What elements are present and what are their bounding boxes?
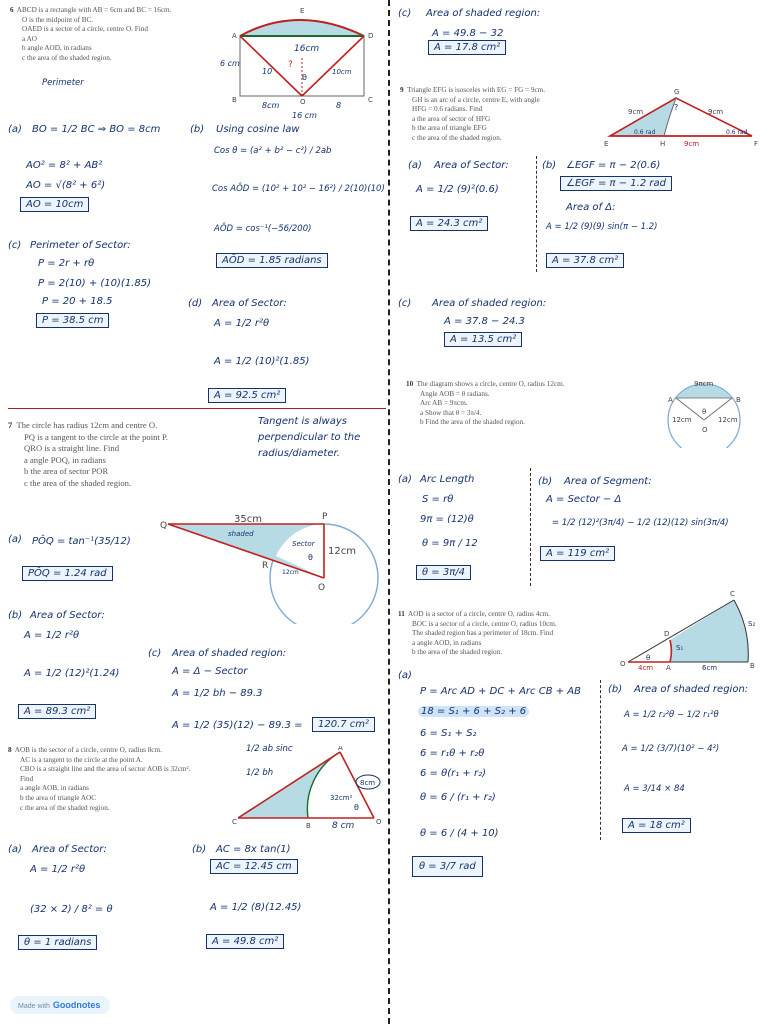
q10-diagram bbox=[660, 378, 764, 448]
q6a-l2: AO² = 8² + AB² bbox=[26, 160, 103, 171]
q9a-l1: A = 1/2 (9)²(0.6) bbox=[416, 184, 499, 195]
q7c-l1: A = Δ − Sector bbox=[172, 666, 248, 677]
svg-text:9cm: 9cm bbox=[628, 108, 644, 116]
svg-text:E: E bbox=[604, 140, 609, 148]
svg-text:O: O bbox=[376, 818, 382, 826]
q8b-l1: AC = 8x tan(1) bbox=[216, 844, 291, 855]
q6c-l2: P = 2(10) + (10)(1.85) bbox=[38, 278, 151, 289]
page-divider-vertical bbox=[388, 0, 390, 1024]
q11b-l3: A = 3/14 × 84 bbox=[624, 784, 685, 794]
q7a-label: (a) bbox=[8, 534, 22, 545]
svg-text:9πcm: 9πcm bbox=[694, 380, 714, 388]
q6d-l1: A = 1/2 r²θ bbox=[214, 318, 270, 329]
svg-text:10cm: 10cm bbox=[332, 68, 352, 76]
svg-text:8cm: 8cm bbox=[262, 101, 280, 110]
svg-text:A: A bbox=[232, 32, 237, 40]
q9a-label: (a) bbox=[408, 160, 422, 171]
svg-text:B: B bbox=[750, 662, 755, 670]
q7c-label: (c) bbox=[148, 648, 162, 659]
q9c-label: (c) bbox=[398, 298, 412, 309]
q6b-l3: AÔD = cos⁻¹(−56/200) bbox=[214, 224, 312, 234]
svg-text:θ: θ bbox=[308, 553, 313, 562]
q6a-answer: AO = 10cm bbox=[20, 197, 89, 212]
q6d-l2: A = 1/2 (10)²(1.85) bbox=[214, 356, 310, 367]
svg-text:θ: θ bbox=[702, 408, 707, 416]
q9b-answer: A = 37.8 cm² bbox=[546, 253, 624, 268]
svg-text:16cm: 16cm bbox=[294, 44, 320, 54]
q6a-label: (a) bbox=[8, 124, 22, 135]
q6c2-title: Area of shaded region: bbox=[426, 8, 541, 19]
svg-text:C: C bbox=[730, 590, 735, 598]
q8b-l2: A = 1/2 (8)(12.45) bbox=[210, 902, 302, 913]
q8a-title: Area of Sector: bbox=[32, 844, 107, 855]
q7-text: 7 The circle has radius 12cm and centre O. PQ is a tangent to the circle at the point P. QRO is a straight line. Find a angle POQ, in radians b the area of sector POR c the area of the shaded region. bbox=[8, 420, 168, 488]
q10b-answer: A = 119 cm² bbox=[540, 546, 615, 561]
q8a-label: (a) bbox=[8, 844, 22, 855]
q8b-answer1: AC = 12.45 cm bbox=[210, 859, 298, 874]
q7b-answer: A = 89.3 cm² bbox=[18, 704, 96, 719]
svg-text:12cm: 12cm bbox=[718, 416, 738, 424]
svg-text:S₁: S₁ bbox=[676, 644, 684, 652]
q10a-label: (a) bbox=[398, 474, 412, 485]
q10a-l3: θ = 9π / 12 bbox=[422, 538, 478, 549]
svg-text:12cm: 12cm bbox=[328, 546, 356, 557]
svg-text:6cm: 6cm bbox=[702, 664, 718, 672]
q11a-answer: θ = 3/7 rad bbox=[412, 856, 483, 877]
svg-text:0.6 rad: 0.6 rad bbox=[634, 129, 656, 136]
svg-text:C: C bbox=[232, 818, 237, 826]
svg-text:A: A bbox=[668, 396, 673, 404]
svg-text:B: B bbox=[232, 96, 237, 104]
svg-text:4cm: 4cm bbox=[638, 664, 654, 672]
q9-diagram bbox=[598, 84, 764, 150]
q11-diagram bbox=[616, 588, 766, 674]
q10-text: 10 The diagram shows a circle, centre O, radius 12cm. Angle AOB = θ radians. Arc AB = 9πcm. a Show that θ = 3π/4. b Find the area of the shaded region. bbox=[406, 380, 565, 427]
q6d-title: Area of Sector: bbox=[212, 298, 287, 309]
svg-text:32cm²: 32cm² bbox=[330, 794, 353, 802]
q7-note: Tangent is always perpendicular to the radius/diameter. bbox=[258, 416, 361, 459]
svg-text:shaded: shaded bbox=[228, 530, 254, 538]
q7b-l1: A = 1/2 r²θ bbox=[24, 630, 80, 641]
q8b-label: (b) bbox=[192, 844, 207, 855]
q6b-l1: Cos θ = (a² + b² − c²) / 2ab bbox=[214, 146, 332, 156]
q6c-label: (c) bbox=[8, 240, 22, 251]
svg-text:θ: θ bbox=[302, 73, 307, 82]
svg-text:A: A bbox=[666, 664, 671, 672]
svg-text:16 cm: 16 cm bbox=[292, 111, 317, 120]
q10b-l2: = 1/2 (12)²(3π/4) − 1/2 (12)(12) sin(3π/4) bbox=[552, 518, 729, 528]
q10a-title: Arc Length bbox=[420, 474, 475, 485]
q11b-title: Area of shaded region: bbox=[634, 684, 749, 695]
q6c2-answer: A = 17.8 cm² bbox=[428, 40, 506, 55]
badge-prefix: Made with bbox=[18, 1003, 50, 1010]
q10a-answer: θ = 3π/4 bbox=[416, 565, 471, 580]
q11-text: 11 AOD is a sector of a circle, centre O, radius 4cm. BOC is a sector of a circle, centre O, radius 10cm. The shaded region has a perimeter of 18cm. Find a angle AOD, in radians b the area of the shaded region. bbox=[398, 610, 557, 657]
q9b-title: Area of Δ: bbox=[566, 202, 616, 213]
q7c-l3: A = 1/2 (35)(12) − 89.3 = bbox=[172, 720, 303, 731]
q9c-answer: A = 13.5 cm² bbox=[444, 332, 522, 347]
q7b-title: Area of Sector: bbox=[30, 610, 105, 621]
svg-text:8cm: 8cm bbox=[360, 779, 376, 787]
svg-text:A: A bbox=[338, 746, 343, 752]
svg-text:F: F bbox=[754, 140, 759, 148]
q8a-answer: θ = 1 radians bbox=[18, 935, 97, 950]
svg-text:θ: θ bbox=[646, 654, 651, 662]
q6b-title: Using cosine law bbox=[216, 124, 300, 135]
q10a-l2: 9π = (12)θ bbox=[420, 514, 474, 525]
svg-text:35cm: 35cm bbox=[234, 514, 262, 525]
svg-text:S₂: S₂ bbox=[748, 620, 756, 628]
q6c2-l1: A = 49.8 − 32 bbox=[432, 28, 504, 39]
svg-text:G: G bbox=[674, 88, 680, 96]
q6d-answer: A = 92.5 cm² bbox=[208, 388, 286, 403]
q8-note2: 1/2 bh bbox=[246, 768, 274, 778]
q8a-l1: A = 1/2 r²θ bbox=[30, 864, 86, 875]
q9b-l1: ∠EGF = π − 2(0.6) bbox=[566, 160, 661, 171]
svg-text:12cm: 12cm bbox=[672, 416, 692, 424]
q6b-l2: Cos AÔD = (10² + 10² − 16²) / 2(10)(10) bbox=[212, 184, 385, 194]
q11a-l7: θ = 6 / (4 + 10) bbox=[420, 828, 499, 839]
q7c-l2: A = 1/2 bh − 89.3 bbox=[172, 688, 263, 699]
svg-text:8: 8 bbox=[336, 101, 342, 110]
q9c-title: Area of shaded region: bbox=[432, 298, 547, 309]
q9b-answer1: ∠EGF = π − 1.2 rad bbox=[560, 176, 672, 191]
q6a-l1: BO = 1/2 BC ⇒ BO = 8cm bbox=[32, 124, 161, 135]
q8-note1: 1/2 ab sinc bbox=[246, 744, 293, 754]
q7-diagram bbox=[158, 506, 384, 624]
svg-text:O: O bbox=[620, 660, 626, 668]
svg-text:Sector: Sector bbox=[292, 540, 315, 548]
q10a-l1: S = rθ bbox=[422, 494, 454, 505]
q7c-title: Area of shaded region: bbox=[172, 648, 287, 659]
svg-text:9cm: 9cm bbox=[708, 108, 724, 116]
q6c-answer: P = 38.5 cm bbox=[36, 313, 109, 328]
q11a-l5: 6 = θ(r₁ + r₂) bbox=[420, 768, 486, 779]
goodnotes-badge[interactable] bbox=[10, 996, 110, 1014]
q9a-title: Area of Sector: bbox=[434, 160, 509, 171]
q9a-answer: A = 24.3 cm² bbox=[410, 216, 488, 231]
q7c-answer: 120.7 cm² bbox=[312, 717, 375, 732]
q6c-title: Perimeter of Sector: bbox=[30, 240, 131, 251]
q11a-l3: 6 = S₁ + S₂ bbox=[420, 728, 477, 739]
q11b-label: (b) bbox=[608, 684, 623, 695]
q9c-l1: A = 37.8 − 24.3 bbox=[444, 316, 525, 327]
q7b-label: (b) bbox=[8, 610, 23, 621]
svg-text:H: H bbox=[660, 140, 666, 148]
q7b-l2: A = 1/2 (12)²(1.24) bbox=[24, 668, 120, 679]
svg-text:8 cm: 8 cm bbox=[332, 821, 355, 831]
q6a-l3: AO = √(8² + 6²) bbox=[26, 180, 106, 191]
q11a-l1: P = Arc AD + DC + Arc CB + AB bbox=[420, 686, 582, 697]
svg-text:O: O bbox=[300, 98, 306, 106]
q6b-answer: AÔD = 1.85 radians bbox=[216, 253, 328, 268]
svg-text:R: R bbox=[262, 561, 269, 571]
q6-text: 6 ABCD is a rectangle with AB = 6cm and BC = 16cm. O is the midpoint of BC. OAED is a sector of a circle, centre O. Find a AO b angle AOD, in radians c the area of the shaded region. bbox=[10, 6, 172, 62]
svg-text:12cm: 12cm bbox=[282, 569, 299, 576]
svg-text:O: O bbox=[318, 583, 326, 593]
svg-text:?: ? bbox=[674, 103, 679, 112]
svg-text:?: ? bbox=[288, 60, 293, 70]
q11a-l2: 18 = S₁ + 6 + S₂ + 6 bbox=[418, 706, 529, 717]
svg-text:Q: Q bbox=[160, 521, 168, 531]
svg-text:E: E bbox=[300, 7, 305, 15]
q11-column-divider bbox=[600, 680, 601, 840]
svg-text:B: B bbox=[736, 396, 741, 404]
svg-text:0.6 rad: 0.6 rad bbox=[726, 129, 748, 136]
q11a-l6: θ = 6 / (r₁ + r₂) bbox=[420, 792, 496, 803]
badge-brand: Goodnotes bbox=[52, 1000, 101, 1010]
q6c2-label: (c) bbox=[398, 8, 412, 19]
q7a-l1: PÔQ = tan⁻¹(35/12) bbox=[32, 536, 131, 547]
q11b-answer: A = 18 cm² bbox=[622, 818, 691, 833]
svg-text:P: P bbox=[322, 512, 328, 522]
svg-text:C: C bbox=[368, 96, 373, 104]
q6c-l1: P = 2r + rθ bbox=[38, 258, 95, 269]
q9b-label: (b) bbox=[542, 160, 557, 171]
svg-text:D: D bbox=[368, 32, 374, 40]
q10b-label: (b) bbox=[538, 476, 553, 487]
q8a-l2: (32 × 2) / 8² = θ bbox=[30, 904, 113, 915]
q6c-l3: P = 20 + 18.5 bbox=[42, 296, 113, 307]
svg-text:O: O bbox=[702, 426, 708, 434]
q6d-label: (d) bbox=[188, 298, 203, 309]
q10b-title: Area of Segment: bbox=[564, 476, 652, 487]
q8b-answer: A = 49.8 cm² bbox=[206, 934, 284, 949]
q7a-answer: PÔQ = 1.24 rad bbox=[22, 566, 113, 581]
svg-text:θ: θ bbox=[354, 803, 359, 812]
q6-note-perimeter: Perimeter bbox=[42, 78, 84, 88]
svg-text:D: D bbox=[664, 630, 670, 638]
q10-column-divider bbox=[530, 468, 531, 586]
svg-text:6 cm: 6 cm bbox=[220, 59, 240, 68]
q9-text: 9 Triangle EFG is isosceles with EG = FG = 9cm. GH is an arc of a circle, centre E, with angle HFG = 0.6 radians. Find a the area of sector of HFG b the area of triangle EFG c the area of the shaded region. bbox=[400, 86, 546, 142]
svg-text:9cm: 9cm bbox=[684, 140, 700, 148]
q6-diagram bbox=[218, 4, 388, 122]
q11b-l2: A = 1/2 (3/7)(10² − 4²) bbox=[622, 744, 720, 754]
q9b-l2: A = 1/2 (9)(9) sin(π − 1.2) bbox=[546, 222, 658, 232]
svg-text:B: B bbox=[306, 822, 311, 830]
q11a-l4: 6 = r₁θ + r₂θ bbox=[420, 748, 485, 759]
q8-text: 8 AOB is the sector of a circle, centre O, radius 8cm. AC is a tangent to the circle at the point A. CBO is a straight line and the area of sector AOB is 32cm². Find a angle AOB, in radians b the area of triangle AOC c the area of the shaded region. bbox=[8, 746, 191, 812]
page-divider-horizontal bbox=[8, 408, 386, 409]
svg-text:10: 10 bbox=[262, 67, 273, 76]
q9-column-divider bbox=[536, 156, 537, 272]
q8-diagram bbox=[228, 746, 388, 832]
q6b-label: (b) bbox=[190, 124, 205, 135]
q10b-l1: A = Sector − Δ bbox=[546, 494, 622, 505]
q11a-label: (a) bbox=[398, 670, 412, 681]
q11b-l1: A = 1/2 r₂²θ − 1/2 r₁²θ bbox=[624, 710, 719, 720]
